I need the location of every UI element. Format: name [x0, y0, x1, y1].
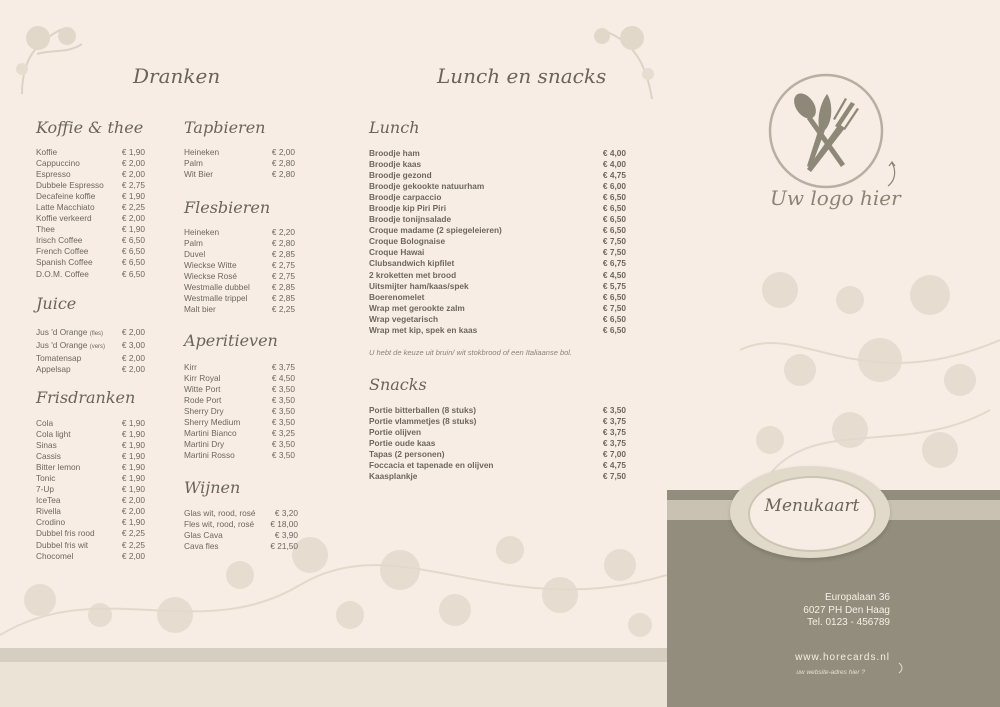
list-item: Broodje gekookte natuurham € 6,00 [369, 181, 626, 192]
list-item: Bitter lemon € 1,90 [36, 462, 145, 473]
list-item: Fles wit, rood, rosé € 18,00 [184, 519, 298, 530]
address-block [760, 592, 890, 630]
juice-title: Juice [36, 294, 77, 313]
list-item: Portie oude kaas € 3,75 [369, 438, 626, 449]
menu-title: Menukaart [764, 496, 860, 516]
list-item: 2 kroketten met brood € 4,50 [369, 269, 626, 280]
list-item: Broodje ham € 4,00 [369, 148, 626, 158]
bread-choice-note: U hebt de keuze uit bruin/ wit stokbrood of een Italiaanse bol. [369, 348, 573, 357]
list-item: Tapas (2 personen) € 7,00 [369, 449, 626, 460]
list-item: Martini Rosso € 3,50 [184, 450, 295, 461]
list-item: Koffie € 1,90 [36, 147, 145, 157]
list-item: Kirr Royal € 4,50 [184, 373, 295, 384]
rose-ornament-top-left [12, 14, 92, 104]
list-item: Wieckse Witte € 2,75 [184, 260, 295, 271]
list-item: Palm € 2,80 [184, 238, 295, 249]
list-item: Chocomel € 2,00 [36, 550, 145, 561]
logo-circle-icon [767, 72, 885, 190]
list-item: Martini Dry € 3,50 [184, 439, 295, 450]
list-item: Croque Hawai € 7,50 [369, 247, 626, 258]
list-item: Portie bitterballen (8 stuks) € 3,50 [369, 405, 626, 415]
list-item: Westmalle trippel € 2,85 [184, 293, 295, 304]
list-item: Wrap met kip, spek en kaas € 6,50 [369, 324, 626, 335]
koffie-title: Koffie & thee [36, 118, 144, 137]
list-item: Broodje carpaccio € 6,50 [369, 192, 626, 203]
list-item: Tonic € 1,90 [36, 473, 145, 484]
bottom-strip [0, 648, 667, 662]
snacks-title: Snacks [369, 375, 427, 394]
flesbieren-list [184, 227, 295, 315]
list-item: Portie vlammetjes (8 stuks) € 3,75 [369, 416, 626, 427]
list-item: Sherry Dry € 3,50 [184, 406, 295, 417]
list-item: Croque Bolognaise € 7,50 [369, 236, 626, 247]
list-item: Dubbel fris wit € 2,25 [36, 539, 145, 550]
list-item: Espresso € 2,00 [36, 169, 145, 180]
list-item: Thee € 1,90 [36, 224, 145, 235]
list-item: Wrap met gerookte zalm € 7,50 [369, 302, 626, 313]
list-item: Cola € 1,90 [36, 418, 145, 428]
list-item: Irisch Coffee € 6,50 [36, 235, 145, 246]
list-item: Crodino € 1,90 [36, 517, 145, 528]
list-item: Broodje kaas € 4,00 [369, 159, 626, 170]
frisdranken-title: Frisdranken [36, 388, 136, 407]
list-item: Wieckse Rosé € 2,75 [184, 271, 295, 282]
lunch-list [369, 148, 626, 336]
address-street: Europalaan 36 [824, 592, 890, 603]
list-item: Clubsandwich kipfilet € 6,75 [369, 258, 626, 269]
list-item: Portie olijven € 3,75 [369, 427, 626, 438]
list-item: Broodje kip Piri Piri € 6,50 [369, 203, 626, 214]
list-item: Sherry Medium € 3,50 [184, 417, 295, 428]
website-note: uw website-adres hier ? [796, 669, 865, 676]
list-item: Jus 'd Orange (fles) € 2,00 [36, 327, 145, 337]
list-item: Appelsap € 2,00 [36, 364, 145, 375]
koffie-list [36, 147, 145, 280]
list-item: Latte Macchiato € 2,25 [36, 202, 145, 213]
wijnen-list [184, 508, 298, 552]
list-item: French Coffee € 6,50 [36, 246, 145, 257]
list-item: Broodje tonijnsalade € 6,50 [369, 214, 626, 225]
list-item: D.O.M. Coffee € 6,50 [36, 268, 145, 279]
list-item: Spanish Coffee € 6,50 [36, 257, 145, 268]
list-item: Rivella € 2,00 [36, 506, 145, 517]
list-item: Duvel € 2,85 [184, 249, 295, 260]
flesbieren-title: Flesbieren [184, 198, 271, 217]
list-item: Rode Port € 3,50 [184, 395, 295, 406]
small-arrow-icon [897, 662, 905, 674]
list-item: Kaasplankje € 7,50 [369, 471, 626, 482]
list-item: Broodje gezond € 4,75 [369, 170, 626, 181]
juice-list [36, 327, 145, 375]
list-item: Wrap vegetarisch € 6,50 [369, 313, 626, 324]
list-item: Kirr € 3,75 [184, 362, 295, 372]
aperitieven-list [184, 362, 295, 461]
list-item: Cappuccino € 2,00 [36, 158, 145, 169]
lunch-title: Lunch [369, 118, 420, 137]
list-item: Boerenomelet € 6,50 [369, 291, 626, 302]
list-item: Martini Bianco € 3,25 [184, 428, 295, 439]
address-phone: Tel. 0123 - 456789 [807, 617, 890, 628]
list-item: IceTea € 2,00 [36, 495, 145, 506]
list-item: Witte Port € 3,50 [184, 384, 295, 395]
list-item: Westmalle dubbel € 2,85 [184, 282, 295, 293]
list-item: Koffie verkeerd € 2,00 [36, 213, 145, 224]
website-link[interactable]: www.horecards.nl [795, 652, 890, 663]
frisdranken-list [36, 418, 145, 562]
dranken-title: Dranken [133, 64, 221, 88]
rose-ornament-top-right [582, 14, 662, 104]
list-item: Cola light € 1,90 [36, 429, 145, 440]
list-item: Glas wit, rood, rosé € 3,20 [184, 508, 298, 518]
arrow-icon [884, 160, 900, 188]
tapbieren-title: Tapbieren [184, 118, 266, 137]
logo-placeholder-text: Uw logo hier [770, 186, 901, 210]
list-item: Wit Bier € 2,80 [184, 169, 295, 180]
list-item: Palm € 2,80 [184, 158, 295, 169]
list-item: 7-Up € 1,90 [36, 484, 145, 495]
list-item: Jus 'd Orange (vers) € 3,00 [36, 340, 145, 351]
list-item: Malt bier € 2,25 [184, 304, 295, 315]
list-item: Heineken € 2,00 [184, 147, 295, 157]
address-city: 6027 PH Den Haag [803, 604, 890, 616]
list-item: Decafeine koffie € 1,90 [36, 191, 145, 202]
bottom-strip-light [0, 662, 667, 707]
tapbieren-list [184, 147, 295, 180]
list-item: Uitsmijter ham/kaas/spek € 5,75 [369, 280, 626, 291]
list-item: Glas Cava € 3,90 [184, 530, 298, 541]
list-item: Sinas € 1,90 [36, 440, 145, 451]
list-item: Heineken € 2,20 [184, 227, 295, 237]
list-item: Tomatensap € 2,00 [36, 353, 145, 364]
rose-ornament-right [740, 260, 1000, 490]
list-item: Croque madame (2 spiegeleieren) € 6,50 [369, 225, 626, 236]
list-item: Dubbele Espresso € 2,75 [36, 180, 145, 191]
list-item: Cassis € 1,90 [36, 451, 145, 462]
lunch-snacks-title: Lunch en snacks [437, 64, 607, 88]
snacks-list [369, 405, 626, 482]
aperitieven-title: Aperitieven [184, 331, 278, 350]
list-item: Foccacia et tapenade en olijven € 4,75 [369, 460, 626, 471]
wijnen-title: Wijnen [184, 478, 241, 497]
list-item: Cava fles € 21,50 [184, 541, 298, 552]
list-item: Dubbel fris rood € 2,25 [36, 528, 145, 539]
